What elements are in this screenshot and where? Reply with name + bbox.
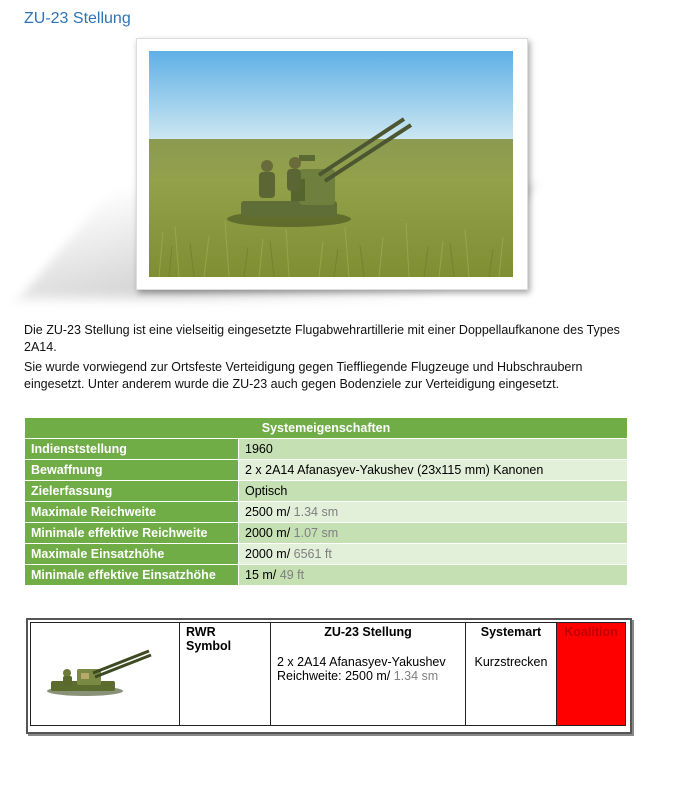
table-row [25,565,628,586]
property-value: 2000 m/ 1.07 sm [239,523,628,544]
property-key: Minimale effektive Einsatzhöhe [25,565,239,586]
summary-box [26,618,632,734]
description-line2: Sie wurde vorwiegend zur Ortsfeste Verteidigung gegen Tieffliegende Flugzeuge und Hubschraubern eingesetzt. Unter anderem wurde die ZU-23 auch gegen Bodenziele zur Verteidigung eingesetzt. [24,360,583,391]
zu23-photo-image [149,51,513,277]
summary-table [30,622,626,726]
properties-table [24,417,628,586]
summary-range: Reichweite: 2500 m/ 1.34 sm [277,669,439,683]
systemart-value: Kurzstrecken [474,655,548,669]
rwr-symbol-label: RWR Symbol [180,623,271,726]
photo-frame [136,38,528,290]
systemart-label: Systemart [480,625,542,639]
property-value: 2000 m/ 6561 ft [239,544,628,565]
summary-weapons: 2 x 2A14 Afanasyev-Yakushev [277,655,446,669]
property-key: Zielerfassung [25,481,239,502]
property-key: Bewaffnung [25,460,239,481]
zu23-thumbnail-icon [37,643,157,703]
property-key: Maximale Einsatzhöhe [25,544,239,565]
summary-image-cell [31,623,180,726]
table-row [25,439,628,460]
table-row [25,481,628,502]
table-row [25,544,628,565]
systemart-cell [466,623,557,726]
summary-name: ZU-23 Stellung [324,625,412,639]
koalition-cell: Koalition [557,623,626,726]
property-value: 15 m/ 49 ft [239,565,628,586]
property-key: Minimale effektive Reichweite [25,523,239,544]
property-value: 1960 [239,439,628,460]
property-key: Maximale Reichweite [25,502,239,523]
property-value: 2500 m/ 1.34 sm [239,502,628,523]
table-row [25,523,628,544]
property-key: Indienststellung [25,439,239,460]
table-row [25,460,628,481]
photo [136,38,526,288]
description-line1: Die ZU-23 Stellung ist eine vielseitig eingesetzte Flugabwehrartillerie mit einer Doppellaufkanone des Types 2A14. [24,323,620,354]
property-value: Optisch [239,481,628,502]
property-value: 2 x 2A14 Afanasyev-Yakushev (23x115 mm) Kanonen [239,460,628,481]
page-title: ZU-23 Stellung [24,10,131,27]
summary-name-cell [271,623,466,726]
table-row [25,502,628,523]
properties-header: Systemeigenschaften [25,418,628,439]
